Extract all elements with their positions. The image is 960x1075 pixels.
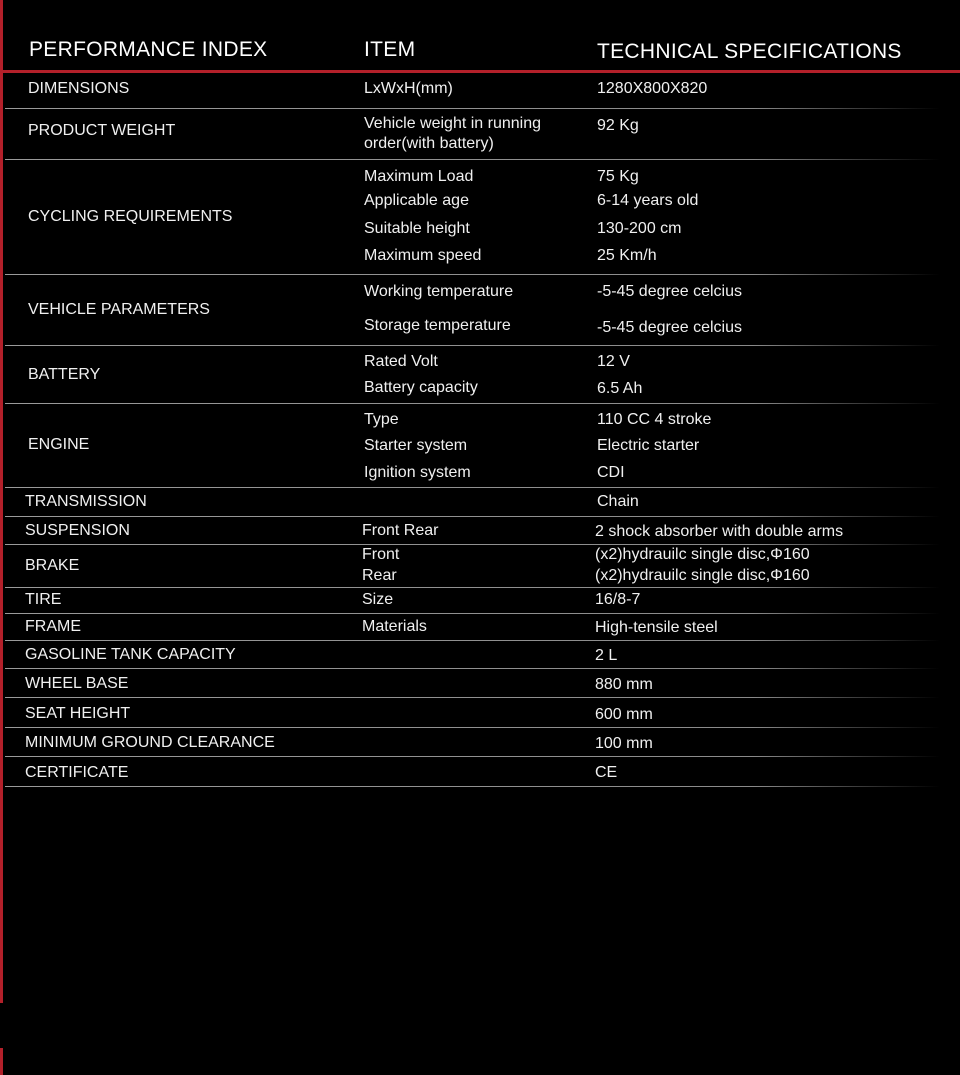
row-category: TRANSMISSION	[25, 493, 147, 510]
row-spec: 130-200 cm	[597, 220, 682, 237]
row-item: Working temperature	[364, 283, 514, 300]
table-header	[0, 0, 960, 72]
row-divider	[5, 756, 940, 757]
header-divider	[3, 70, 960, 73]
row-category: FRAME	[25, 618, 81, 635]
row-divider	[5, 786, 940, 787]
row-item: Materials	[362, 618, 427, 635]
row-item: Ignition system	[364, 464, 471, 481]
row-item: Battery capacity	[364, 379, 478, 396]
row-category: TIRE	[25, 591, 62, 608]
row-item: Rated Volt	[364, 353, 438, 370]
row-spec: High-tensile steel	[595, 619, 718, 636]
row-category: CERTIFICATE	[25, 764, 129, 781]
row-spec: (x2)hydrauilc single disc,Φ160	[595, 567, 810, 584]
row-divider	[5, 108, 940, 109]
row-category: GASOLINE TANK CAPACITY	[25, 646, 236, 663]
row-spec: -5-45 degree celcius	[597, 283, 742, 300]
row-divider	[5, 403, 940, 404]
row-item: Suitable height	[364, 220, 470, 237]
row-category: BRAKE	[25, 557, 80, 574]
row-divider	[5, 727, 940, 728]
row-category: WHEEL BASE	[25, 675, 129, 692]
row-spec: 75 Kg	[597, 168, 639, 185]
row-spec: Chain	[597, 493, 639, 510]
row-spec: Electric starter	[597, 437, 700, 454]
row-spec: 110 CC 4 stroke	[597, 411, 712, 428]
row-item: Front	[362, 546, 400, 563]
row-divider	[5, 274, 940, 275]
row-category: VEHICLE PARAMETERS	[28, 301, 210, 318]
row-item: LxWxH(mm)	[364, 80, 453, 97]
row-item: Storage temperature	[364, 317, 511, 334]
row-item: Size	[362, 591, 394, 608]
row-divider	[5, 697, 940, 698]
row-item: Front Rear	[362, 522, 439, 539]
row-category: CYCLING REQUIREMENTS	[28, 208, 233, 225]
row-item: Maximum Load	[364, 168, 474, 185]
row-item: Type	[364, 411, 399, 428]
row-category: DIMENSIONS	[28, 80, 130, 97]
row-spec: (x2)hydrauilc single disc,Φ160	[595, 546, 810, 563]
row-divider	[5, 345, 940, 346]
row-spec: 92 Kg	[597, 117, 639, 134]
row-spec: 880 mm	[595, 676, 653, 693]
row-item: order(with battery)	[364, 135, 494, 152]
row-spec: 16/8-7	[595, 591, 641, 608]
row-item: Applicable age	[364, 192, 469, 209]
row-spec: 6.5 Ah	[597, 380, 643, 397]
row-spec: 100 mm	[595, 735, 653, 752]
row-spec: 2 shock absorber with double arms	[595, 523, 844, 540]
row-spec: 25 Km/h	[597, 247, 657, 264]
row-divider	[5, 487, 940, 488]
row-spec: 6-14 years old	[597, 192, 699, 209]
row-divider	[5, 544, 940, 545]
row-divider	[5, 587, 940, 588]
row-divider	[5, 159, 940, 160]
row-item: Rear	[362, 567, 397, 584]
row-spec: CE	[595, 764, 618, 781]
row-category: SUSPENSION	[25, 522, 130, 539]
accent-left-bar	[0, 0, 3, 1003]
row-item: Vehicle weight in running	[364, 115, 542, 132]
row-spec: CDI	[597, 464, 625, 481]
accent-left-bar-bottom	[0, 1048, 3, 1075]
row-spec: 1280X800X820	[597, 80, 708, 97]
row-item: Starter system	[364, 437, 468, 454]
header-technical-specifications: TECHNICAL SPECIFICATIONS	[597, 40, 902, 63]
row-spec: 600 mm	[595, 706, 653, 723]
row-category: PRODUCT WEIGHT	[28, 122, 176, 139]
header-performance-index: PERFORMANCE INDEX	[29, 38, 268, 61]
row-spec: -5-45 degree celcius	[597, 319, 742, 336]
row-divider	[5, 668, 940, 669]
row-category: SEAT HEIGHT	[25, 705, 131, 722]
header-item: ITEM	[364, 38, 416, 61]
row-divider	[5, 640, 940, 641]
row-divider	[5, 516, 940, 517]
row-divider	[5, 613, 940, 614]
row-category: ENGINE	[28, 436, 90, 453]
row-category: BATTERY	[28, 366, 101, 383]
row-item: Maximum speed	[364, 247, 482, 264]
row-spec: 12 V	[597, 353, 630, 370]
row-spec: 2 L	[595, 647, 618, 664]
row-category: MINIMUM GROUND CLEARANCE	[25, 734, 275, 751]
